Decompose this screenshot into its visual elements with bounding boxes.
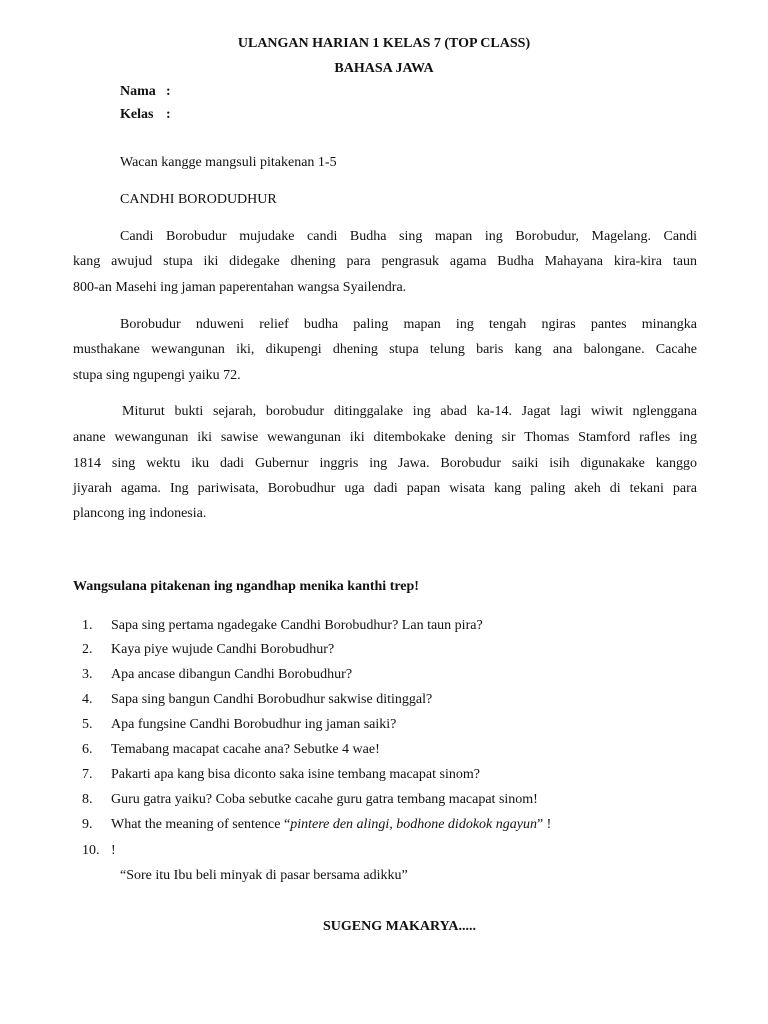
question-number: 1.	[82, 618, 93, 633]
paragraph-line: Miturut bukti sejarah, borobudur ditinggalake ing abad ka-14. Jagat lagi wiwit nglenggana	[122, 404, 697, 419]
paragraph-line: Borobudur nduweni relief budha paling mapan ing tengah ngiras pantes minangka	[120, 317, 697, 332]
name-field-label: Nama	[120, 84, 156, 99]
question-number: 2.	[82, 642, 93, 657]
question-number: 6.	[82, 742, 93, 757]
question-number: 3.	[82, 667, 93, 682]
paragraph-line: anane wewangunan iki sawise wewangunan iki ditembokake dening sir Thomas Stamford rafles ing	[73, 430, 697, 445]
question-text: Guru gatra yaiku? Coba sebutke cacahe guru gatra tembang macapat sinom!	[111, 792, 538, 807]
question-text	[111, 817, 551, 833]
class-field-sep: :	[166, 107, 171, 122]
reading-title: CANDHI BORODUDHUR	[120, 192, 277, 207]
paragraph-line: Candi Borobudur mujudake candi Budha sing mapan ing Borobudur, Magelang. Candi	[120, 229, 697, 244]
paragraph-line: musthakane wewangunan iki, dikupengi dhening stupa telung baris kang ana balongane. Cacahe	[73, 342, 697, 357]
question-text-end: ” !	[536, 817, 552, 832]
paragraph-line: stupa sing ngupengi yaiku 72.	[73, 368, 241, 383]
question-text: Sapa sing pertama ngadegake Candhi Borobudhur? Lan taun pira?	[111, 618, 483, 633]
question-text: !	[111, 843, 116, 858]
javanese-phrase: pintere den alingi, bodhone didokok ngayun	[290, 817, 537, 832]
question-number: 4.	[82, 692, 93, 707]
instruction-heading: Wangsulana pitakenan ing ngandhap menika kanthi trep!	[73, 579, 419, 594]
paragraph-line: 1814 sing wektu iku dadi Gubernur inggris ing Jawa. Borobudur saiki isih digunakake kanggo	[73, 456, 697, 471]
closing-text: SUGENG MAKARYA.....	[323, 919, 477, 934]
document-title: ULANGAN HARIAN 1 KELAS 7 (TOP CLASS)	[237, 36, 531, 51]
question-text: Apa fungsine Candhi Borobudhur ing jaman saiki?	[111, 717, 397, 732]
question-number: 7.	[82, 767, 93, 782]
quote-sentence: “Sore itu Ibu beli minyak di pasar bersama adikku”	[120, 868, 408, 883]
paragraph-line: jiyarah agama. Ing pariwisata, Borobudhur uga dadi papan wisata kang paling akeh di tekani para	[73, 481, 697, 496]
question-number: 9.	[82, 817, 93, 832]
question-text: Pakarti apa kang bisa diconto saka isine tembang macapat sinom?	[111, 767, 480, 782]
paragraph-line: 800-an Masehi ing jaman paperentahan wangsa Syailendra.	[73, 280, 407, 295]
intro-text: Wacan kangge mangsuli pitakenan 1-5	[120, 155, 337, 170]
question-text-lead: What the meaning of sentence “	[111, 817, 291, 832]
question-text: Sapa sing bangun Candhi Borobudhur sakwise ditinggal?	[111, 692, 433, 707]
question-text: Apa ancase dibangun Candhi Borobudhur?	[111, 667, 353, 682]
name-field-sep: :	[166, 84, 171, 99]
paragraph-line: kang awujud stupa iki didegake dhening para pengrasuk agama Budha Mahayana kira-kira taun	[73, 254, 697, 269]
subject-title: BAHASA JAWA	[334, 61, 434, 76]
class-field-label: Kelas	[120, 107, 154, 122]
paragraph-line: plancong ing indonesia.	[73, 506, 207, 521]
question-text: Kaya piye wujude Candhi Borobudhur?	[111, 642, 335, 657]
question-number: 10.	[82, 843, 100, 858]
question-number: 5.	[82, 717, 93, 732]
question-number: 8.	[82, 792, 93, 807]
question-text: Temabang macapat cacahe ana? Sebutke 4 wae!	[111, 742, 380, 757]
